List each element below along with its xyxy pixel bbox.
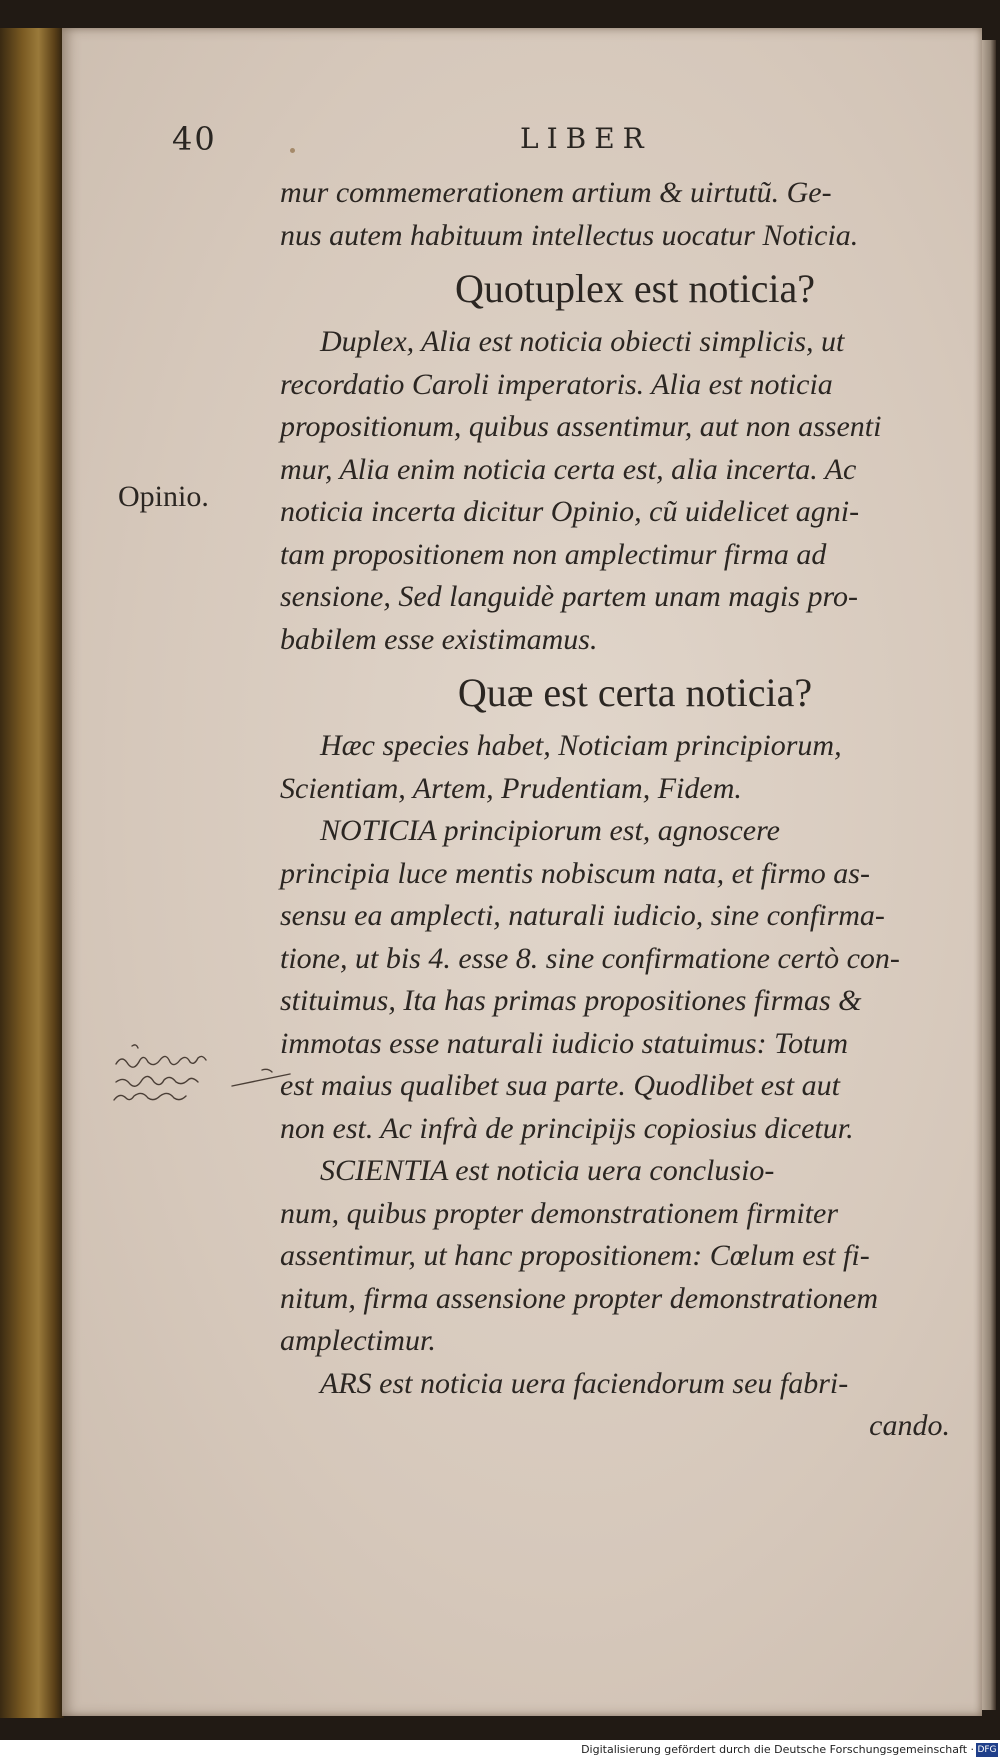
text-line: sensu ea amplecti, naturali iudicio, sine confirma- (280, 899, 885, 932)
marginal-note-opinio: Opinio. (118, 480, 209, 513)
section-heading: Quæ est certa noticia? (457, 670, 813, 715)
dfg-logo: DFG (977, 1745, 997, 1755)
text-line: SCIENTIA est noticia uera conclusio- (320, 1154, 775, 1187)
text-line: Scientiam, Artem, Prudentiam, Fidem. (280, 771, 742, 805)
text-line: mur commemerationem artium & uirtutũ. Ge- (280, 176, 832, 209)
text-line: sensione, Sed languidè partem unam magis pro- (280, 580, 858, 613)
text-line: amplectimur. (280, 1324, 436, 1357)
text-line: mur, Alia enim noticia certa est, alia incerta. Ac (280, 452, 857, 486)
text-line: tam propositionem non amplectimur firma ad (280, 537, 827, 571)
text-line: babilem esse existimamus. (280, 622, 598, 656)
text-line: assentimur, ut hanc propositionem: Cœlum est fi- (280, 1239, 870, 1272)
page-edge (982, 40, 996, 1710)
footer-bar (0, 1740, 1000, 1761)
text-line: principia luce mentis nobiscum nata, et firmo as- (280, 856, 870, 890)
text-line: est maius qualibet sua parte. Quodlibet est aut (280, 1069, 840, 1102)
page-header (0, 120, 1000, 160)
text-line: noticia incerta dicitur Opinio, cũ uidelicet agni- (280, 495, 860, 528)
page-number: 40 (172, 120, 217, 158)
text-line: Hæc species habet, Noticiam principiorum, (320, 729, 842, 762)
text-line: nitum, firma assensione propter demonstrationem (280, 1281, 879, 1315)
digitization-credit: Digitalisierung gefördert durch die Deutsche Forschungsgemeinschaft · (581, 1743, 974, 1756)
text-line: Duplex, Alia est noticia obiecti simplicis, ut (320, 325, 845, 358)
text-line: stituimus, Ita has primas propositiones firmas & (280, 984, 862, 1017)
ink-speck (290, 148, 295, 153)
section-heading: Quotuplex est noticia? (455, 266, 815, 311)
text-line: propositionum, quibus assentimur, aut non assenti (280, 410, 882, 443)
handwritten-marginal-note (112, 1040, 292, 1120)
text-line: NOTICIA principiorum est, agnoscere (320, 814, 780, 847)
text-line: cando. (869, 1409, 950, 1442)
text-line: num, quibus propter demonstrationem firmiter (280, 1196, 839, 1230)
text-line: immotas esse naturali iudicio statuimus: Totum (280, 1026, 849, 1060)
book-spine (0, 28, 64, 1718)
text-line: ARS est noticia uera faciendorum seu fabri- (320, 1366, 849, 1400)
body-text (280, 172, 950, 1448)
text-line: non est. Ac infrà de principijs copiosius dicetur. (280, 1111, 854, 1145)
text-line: tione, ut bis 4. esse 8. sine confirmatione certò con- (280, 941, 900, 975)
text-line: recordatio Caroli imperatoris. Alia est noticia (280, 367, 833, 401)
running-head: LIBER (520, 122, 652, 155)
text-line: nus autem habituum intellectus uocatur Noticia. (280, 218, 859, 252)
